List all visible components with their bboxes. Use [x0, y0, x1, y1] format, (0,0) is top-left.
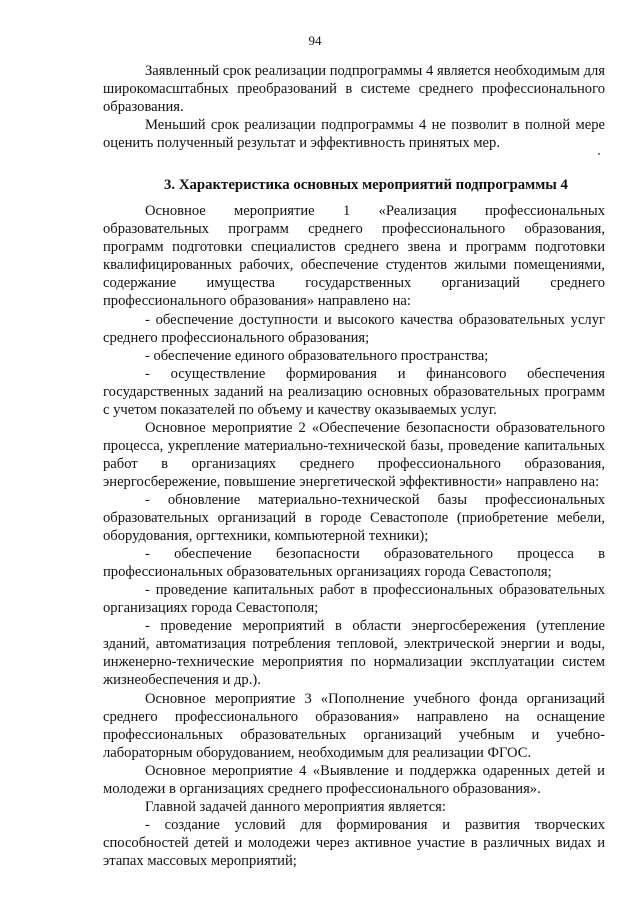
page-number: 94 [308, 33, 322, 48]
list-item: - осуществление формирования и финансового обеспечения государственных заданий на реализацию основных образовательных программ с учетом показателей по объему и качеству оказываемых услуг. [103, 365, 605, 418]
paragraph: Основное мероприятие 3 «Пополнение учебного фонда организаций среднего профессионального образования» направлено на оснащение профессиональных образовательных организаций учебным и учебно-лабораторным оборудованием, необходимым для реализации ФГОС. [103, 690, 605, 761]
page-text [103, 62, 605, 870]
paragraph: Основное мероприятие 4 «Выявление и поддержка одаренных детей и молодежи в организациях среднего профессионального образования». [103, 762, 605, 797]
list-item: - проведение мероприятий в области энергосбережения (утепление зданий, автоматизация потребления тепловой, электрической энергии и воды, инженерно-технические мероприятия по нормализации эксплуатации систем жизнеобеспечения и др.). [103, 618, 605, 689]
list-item: - обеспечение единого образовательного пространства; [145, 347, 489, 364]
paragraph: Основное мероприятие 2 «Обеспечение безопасности образовательного процесса, укрепление материально-технической базы, проведение капитальных работ в организациях среднего профессионального образования, энергосбережение, повышение энергетической эффективности» направлено на: [103, 419, 605, 490]
list-item: - обеспечение доступности и высокого качества образовательных услуг среднего профессионального образования; [103, 311, 605, 346]
list-item: - создание условий для формирования и развития творческих способностей детей и молодежи через активное участие в различных видах и этапах массовых мероприятий; [103, 816, 605, 869]
list-item: - обеспечение безопасности образовательного процесса в профессиональных образовательных организациях города Севастополя; [103, 546, 605, 581]
scan-dot [598, 153, 600, 155]
list-item: - обновление материально-технической базы профессиональных образовательных организаций в городе Севастополе (приобретение мебели, оборудования, оргтехники, компьютерной техники); [103, 491, 605, 545]
paragraph: Основное мероприятие 1 «Реализация профессиональных образовательных программ среднего профессионального образования, программ подготовки специалистов среднего звена и программ подготовки квалифицированных рабочих, обеспечение студентов жилыми помещениями, содержание имущества государственных организаций среднего профессионального образования» направлено на: [103, 203, 605, 310]
paragraph: Заявленный срок реализации подпрограммы 4 является необходимым для широкомасштабных преобразований в системе среднего профессионального образования. [103, 63, 605, 116]
paragraph: Главной задачей данного мероприятия является: [145, 798, 446, 815]
list-item: - проведение капитальных работ в профессиональных образовательных организациях города Севастополя; [103, 582, 605, 617]
section-heading: 3. Характеристика основных мероприятий подпрограммы 4 [164, 177, 568, 194]
paragraph: Меньший срок реализации подпрограммы 4 не позволит в полной мере оценить полученный результат и эффективность принятых мер. [103, 117, 605, 152]
